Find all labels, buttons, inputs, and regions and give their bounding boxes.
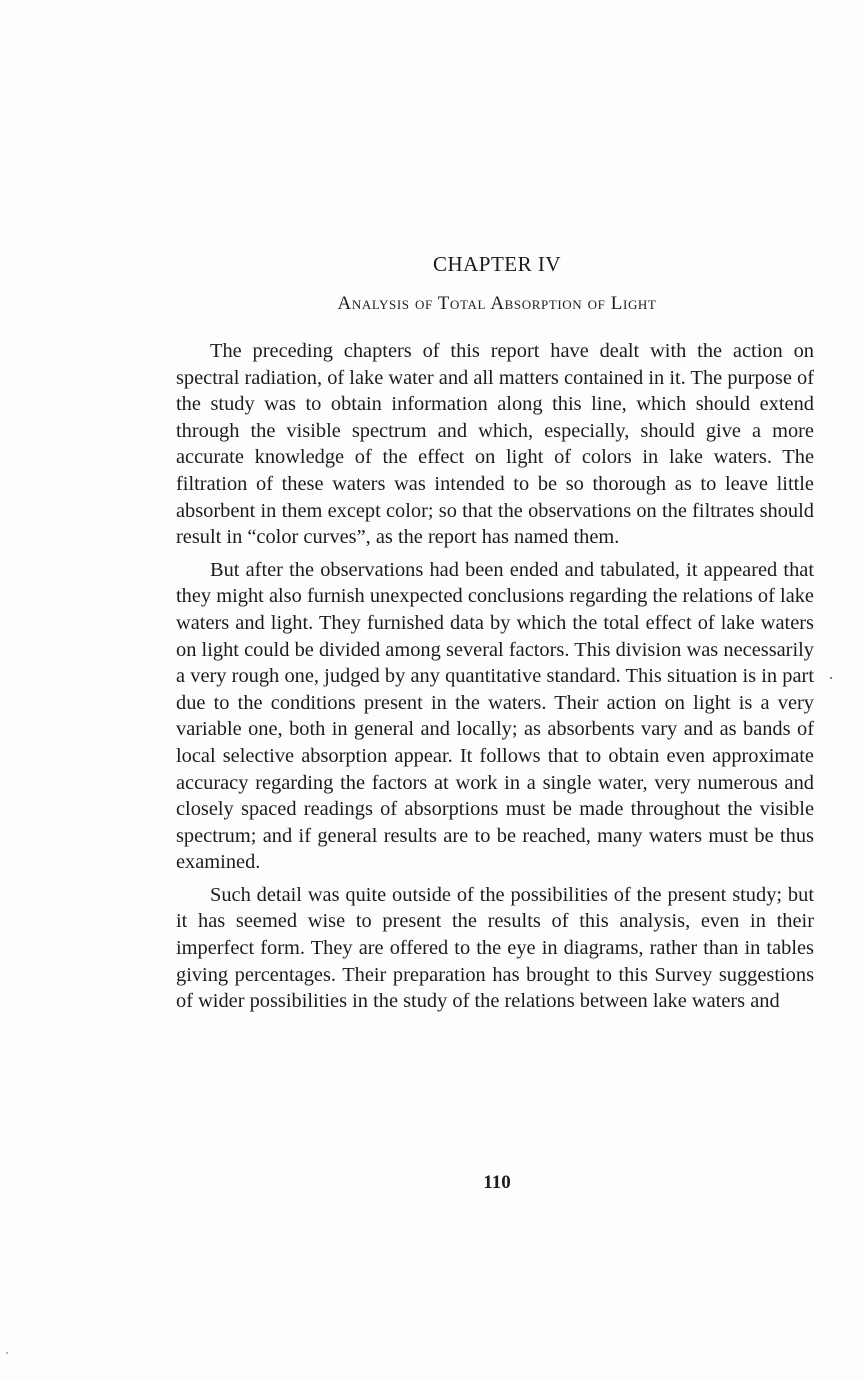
paragraph: But after the observations had been ended and tabulated, it appeared that they might also furnish unexpected conclusions regarding the relations of lake waters and light. They furnished data by which the total effect of lake waters on light could be divided among several factors. This division was necessarily a very rough one, judged by any quantitative standard. This situation is in part due to the conditions present in the waters. Their action on light is a very variable one, both in general and locally; as absorbents vary and as bands of local selective absorption appear. It follows that to obtain even approximate accuracy regarding the factors at work in a single water, very numerous and closely spaced readings of absorptions must be made throughout the visible spectrum; and if general results are to be reached, many waters must be thus examined.	[176, 558, 814, 874]
scan-speck	[830, 677, 832, 679]
paragraph: The preceding chapters of this report have dealt with the action on spectral radiation, of lake water and all matters contained in it. The purpose of the study was to obtain information along this line, which should extend through the visible spectrum and which, especially, should give a more accurate knowledge of the effect on light of colors in lake waters. The filtration of these waters was intended to be so thorough as to leave little absorbent in them except color; so that the observations on the filtrates should result in “color curves”, as the report has named them.	[176, 340, 814, 549]
chapter-title: Analysis of Total Absorption of Light	[337, 293, 657, 314]
page-number: 110	[483, 1172, 511, 1193]
scan-speck	[6, 1352, 8, 1354]
body-text	[176, 338, 814, 1021]
paragraph: Such detail was quite outside of the possibilities of the present study; but it has seemed wise to present the results of this analysis, even in their imperfect form. They are offered to the eye in diagrams, rather than in tables giving percentages. Their preparation has brought to this Survey suggestions of wider possibilities in the study of the relations between lake waters and	[176, 883, 814, 1013]
chapter-heading: CHAPTER IV	[432, 252, 562, 276]
